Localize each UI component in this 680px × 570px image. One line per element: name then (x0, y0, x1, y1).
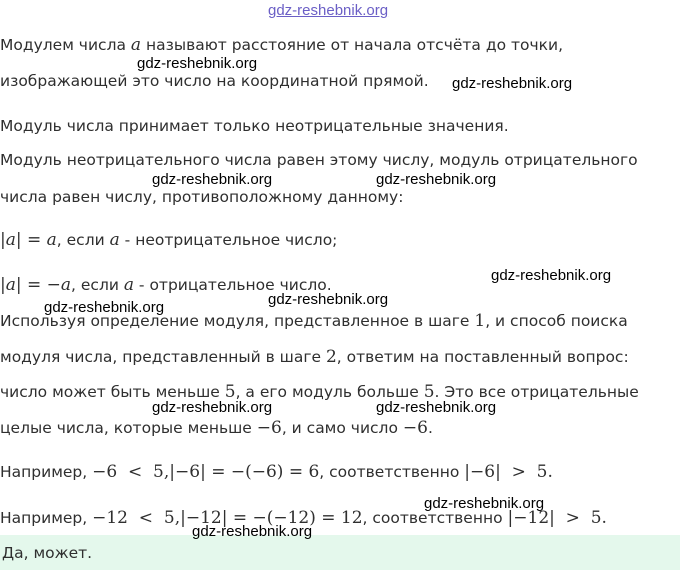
reasoning-line-2 (0, 347, 629, 367)
rule-nonnegative (0, 230, 337, 250)
example-line-1 (0, 462, 553, 482)
math-formula: |−12| = −(−12) = 12 (180, 508, 363, 528)
watermark: gdz-reshebnik.org (491, 267, 612, 284)
text-fragment: называют расстояние от начала отсчёта до точки, (141, 36, 564, 54)
watermark: gdz-reshebnik.org (268, 291, 389, 308)
reasoning-line-4 (0, 418, 433, 438)
math-number: −6 (256, 418, 282, 438)
text-fragment: число может быть меньше (0, 383, 225, 401)
text-fragment: , если (56, 231, 110, 249)
text-fragment: , ответим на поставленный вопрос: (336, 348, 629, 366)
definition-line-4: Модуль неотрицательного числа равен этому числу, модуль отрицательного (0, 151, 638, 169)
definition-line-3: Модуль числа принимает только неотрицательные значения. (0, 117, 509, 135)
math-variable: a (123, 275, 134, 295)
watermark-header-link[interactable]: gdz-reshebnik.org (268, 2, 389, 19)
text-fragment: Модулем числа (0, 36, 131, 54)
answer-box (0, 535, 680, 570)
watermark: gdz-reshebnik.org (376, 399, 497, 416)
text-fragment: - неотрицательное число; (119, 231, 338, 249)
math-variable: a (130, 35, 142, 55)
math-comma: , (163, 462, 170, 482)
text-fragment: - отрицательное число. (134, 276, 332, 294)
watermark: gdz-reshebnik.org (44, 299, 165, 316)
math-number: 1 (474, 311, 486, 331)
math-inequality: −12 < 5 (92, 508, 175, 528)
text-fragment: Используя определение модуля, представленное в шаге (0, 312, 475, 330)
definition-line-5: числа равен числу, противоположному данному: (0, 188, 404, 206)
text-fragment: Например, (0, 463, 93, 481)
math-inequality: |−6| > 5 (464, 462, 548, 482)
definition-line-1 (0, 35, 563, 55)
watermark: gdz-reshebnik.org (152, 399, 273, 416)
watermark: gdz-reshebnik.org (452, 75, 573, 92)
text-fragment: , и само число (281, 419, 403, 437)
text-fragment: целые числа, которые меньше (0, 419, 257, 437)
math-inequality: −6 < 5 (92, 462, 164, 482)
math-formula: |−6| = −(−6) = 6 (169, 462, 320, 482)
text-fragment: , если (71, 276, 124, 294)
watermark: gdz-reshebnik.org (376, 171, 497, 188)
text-fragment: , а его модуль больше (235, 383, 424, 401)
text-fragment: модуля числа, представленный в шаге (0, 348, 326, 366)
math-number: −6 (402, 418, 428, 438)
watermark: gdz-reshebnik.org (152, 171, 273, 188)
text-fragment: , и способ поиска (485, 312, 628, 330)
watermark: gdz-reshebnik.org (424, 495, 545, 512)
text-fragment: , соответственно (362, 509, 508, 527)
math-period: . (547, 462, 553, 482)
text-fragment: . Это все отрицательные (434, 383, 639, 401)
text-fragment: Например, (0, 509, 93, 527)
text-fragment: , соответственно (319, 463, 465, 481)
text-fragment: . (427, 419, 433, 437)
math-number: 2 (325, 347, 337, 367)
math-formula: |a| = −a (0, 275, 72, 295)
math-number: 5 (224, 382, 236, 402)
math-formula: |a| = a (0, 230, 57, 250)
definition-line-2: изображающей это число на координатной прямой. (0, 72, 429, 90)
math-variable: a (109, 230, 120, 250)
answer-text: Да, может. (2, 544, 93, 562)
math-comma: , (174, 508, 181, 528)
math-number: 5 (423, 382, 435, 402)
math-period: . (601, 508, 607, 528)
watermark: gdz-reshebnik.org (137, 55, 258, 72)
math-inequality: |−12| > 5 (507, 508, 602, 528)
reasoning-line-3 (0, 382, 639, 402)
watermark: gdz-reshebnik.org (192, 523, 313, 540)
